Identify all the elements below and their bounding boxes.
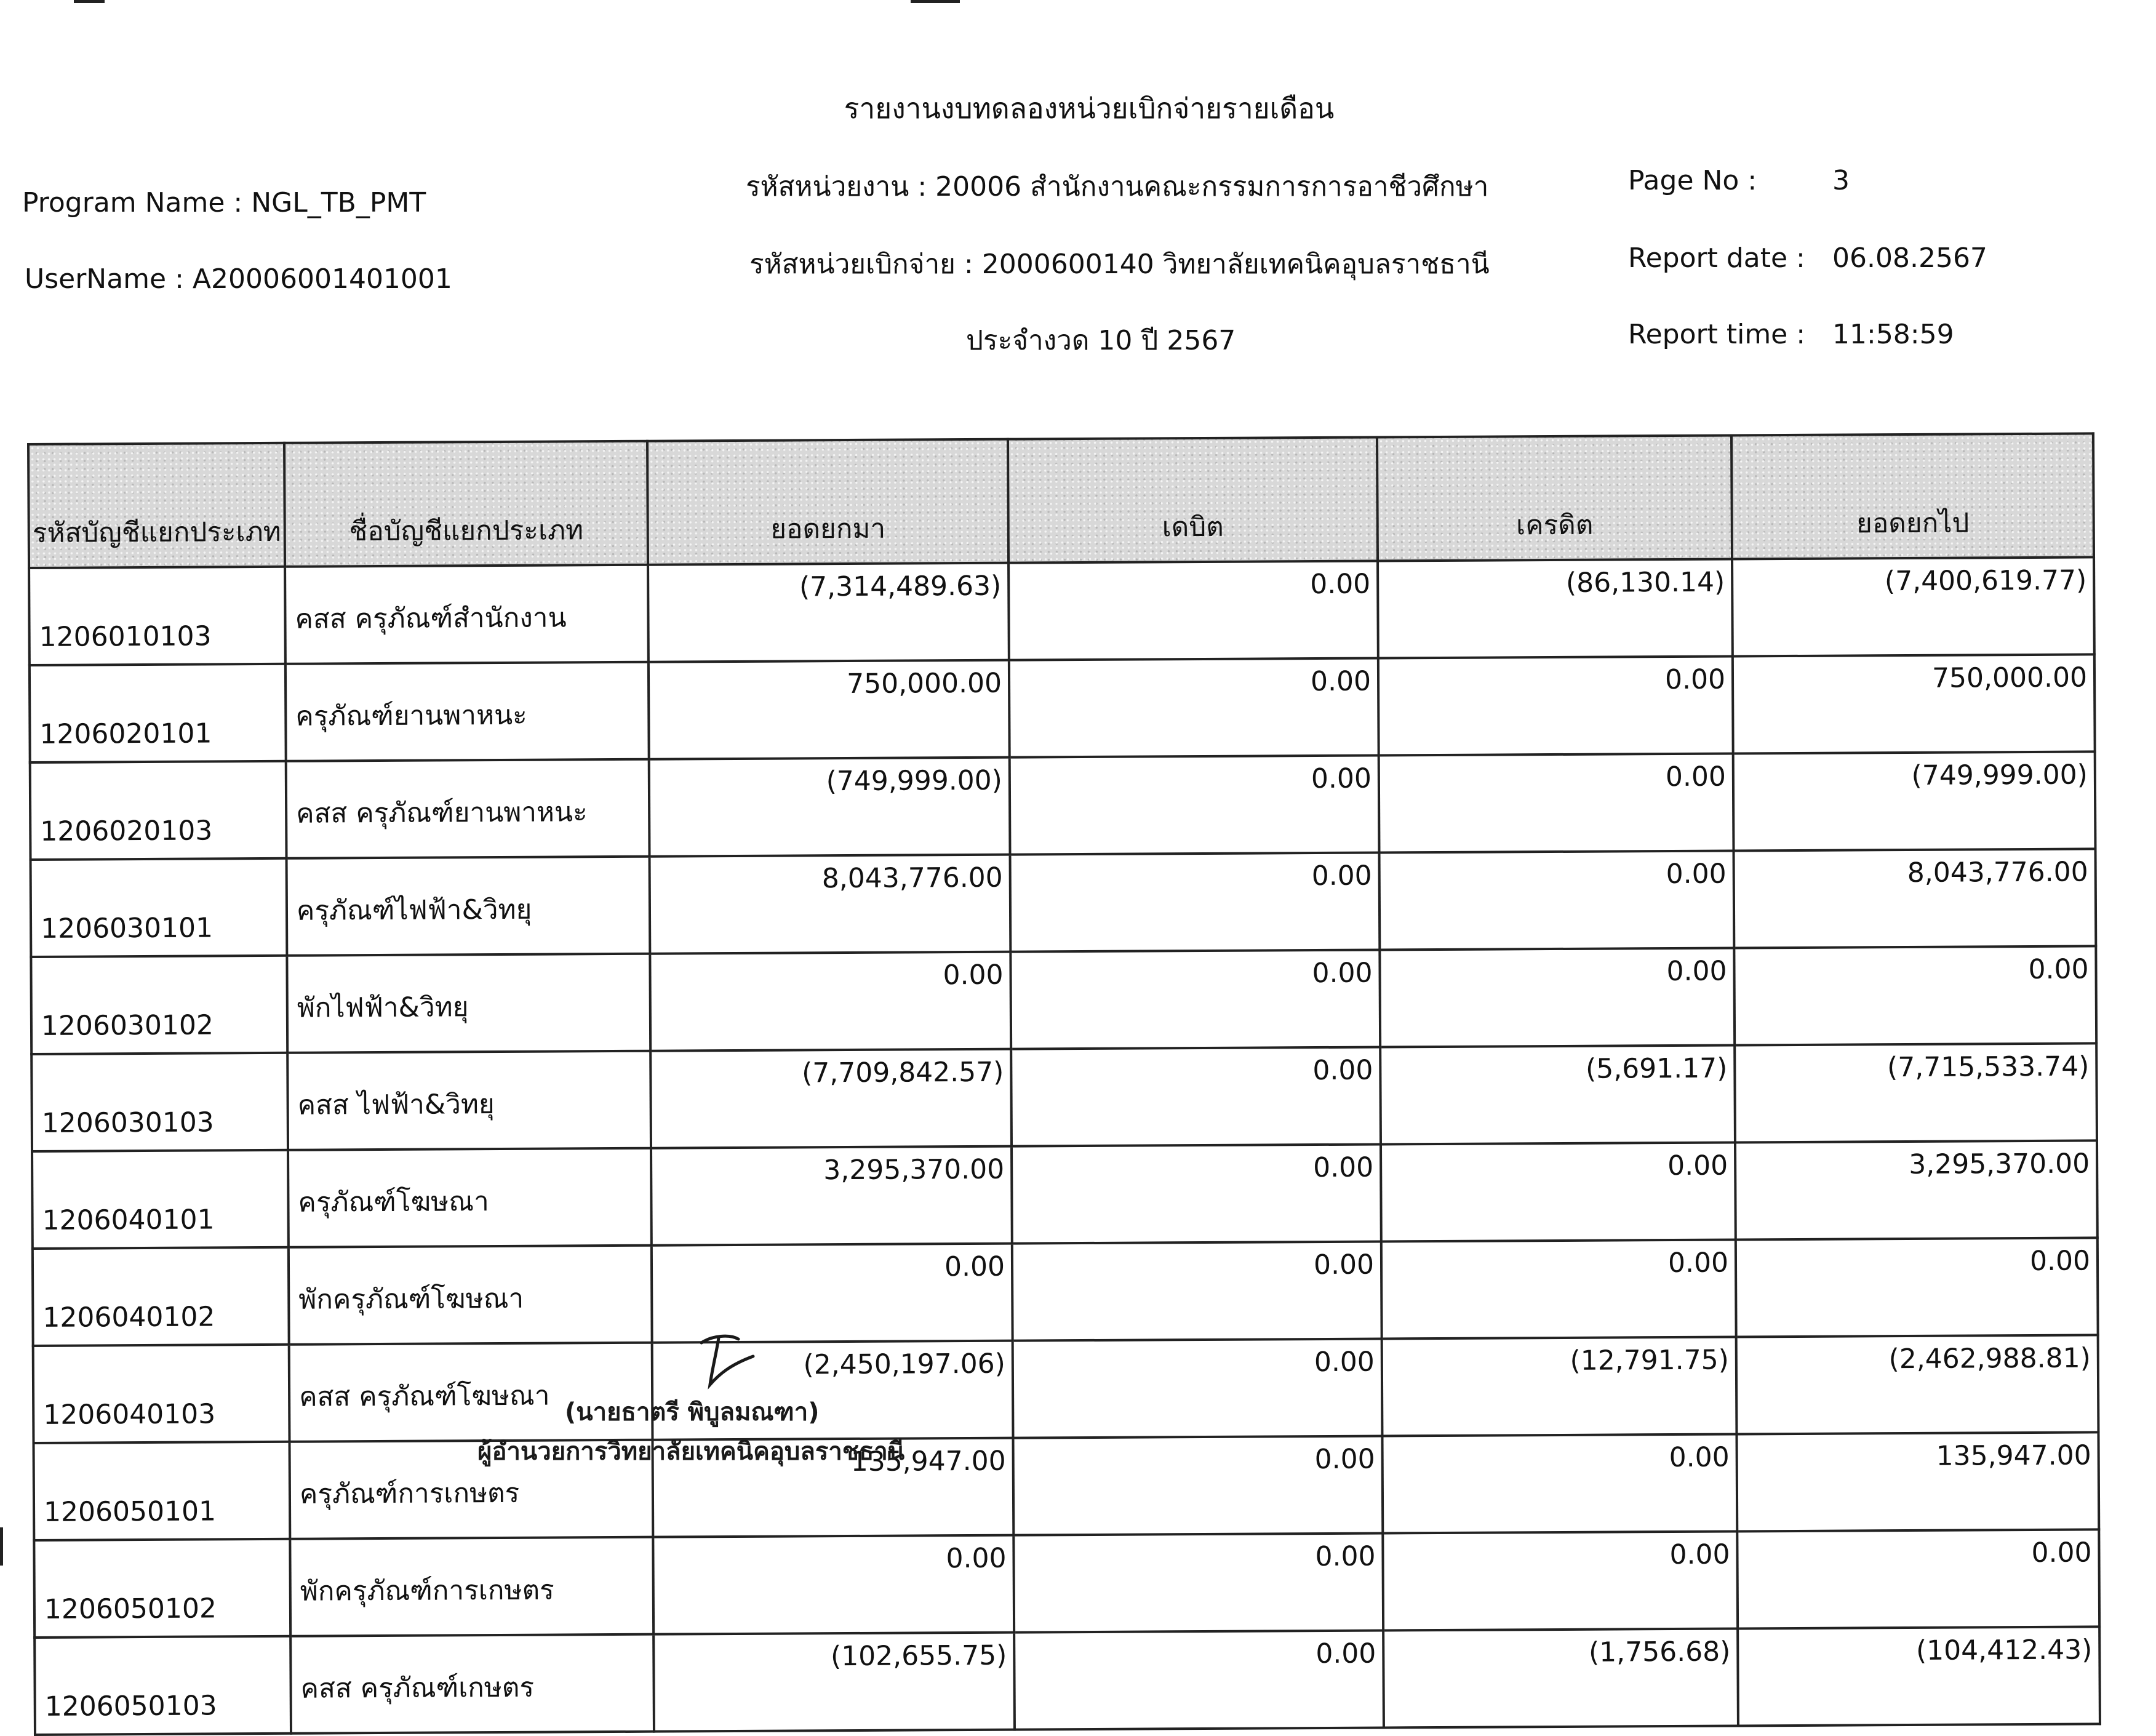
credit-cell: 0.00 [1378, 656, 1733, 755]
handwritten-signature [694, 1329, 768, 1391]
debit-cell: 0.00 [1010, 756, 1379, 855]
account-code-cell: 1206040101 [32, 1150, 289, 1249]
credit-cell: 0.00 [1379, 948, 1735, 1047]
col-header-opening-balance: ยอดยกมา [647, 439, 1008, 565]
opening-balance-cell: (749,999.00) [649, 758, 1010, 857]
table-row [33, 1335, 2099, 1443]
account-name-cell: พักครุภัณฑ์การเกษตร [290, 1537, 653, 1636]
debit-cell: 0.00 [1010, 950, 1380, 1049]
closing-balance-cell: 0.00 [1736, 1238, 2098, 1337]
closing-balance-cell: (2,462,988.81) [1736, 1335, 2099, 1434]
page-no-label: Page No : [1628, 165, 1757, 196]
table-body [29, 557, 2100, 1735]
closing-balance-cell: 0.00 [1737, 1529, 2099, 1628]
debit-cell: 0.00 [1013, 1533, 1383, 1632]
debit-cell: 0.00 [1009, 658, 1379, 758]
account-code-cell: 1206040103 [33, 1345, 290, 1443]
debit-cell: 0.00 [1012, 1241, 1382, 1340]
table-row [29, 557, 2094, 665]
closing-balance-cell: (749,999.00) [1733, 751, 2096, 850]
debit-cell: 0.00 [1010, 853, 1380, 952]
scan-edge-mark [0, 1527, 3, 1566]
table-row [31, 1043, 2097, 1151]
table-row [34, 1529, 2099, 1638]
closing-balance-cell: 3,295,370.00 [1735, 1140, 2098, 1239]
scan-edge-mark [911, 0, 960, 3]
table-row [33, 1238, 2098, 1346]
table-row [34, 1626, 2100, 1735]
credit-cell: 0.00 [1383, 1531, 1738, 1630]
credit-cell: 0.00 [1382, 1434, 1737, 1533]
report-title: รายงานงบทดลองหน่วยเบิกจ่ายรายเดือน [844, 92, 1335, 125]
signatory-name: (นายธาตรี พิบูลมณฑา) [565, 1398, 820, 1426]
debit-cell: 0.00 [1013, 1436, 1383, 1535]
opening-balance-cell: 750,000.00 [649, 660, 1010, 759]
credit-cell: 0.00 [1381, 1142, 1736, 1241]
credit-cell: 0.00 [1379, 753, 1734, 852]
report-date-label: Report date : [1628, 242, 1805, 274]
agency-line: รหัสหน่วยงาน : 20006 สำนักงานคณะกรรมการการอาชีวศึกษา [746, 171, 1489, 202]
closing-balance-cell: (7,400,619.77) [1732, 557, 2094, 656]
col-header-credit: เครดิต [1377, 435, 1732, 561]
table-row [30, 654, 2095, 762]
account-code-cell: 1206030102 [31, 956, 287, 1054]
account-name-cell: ครุภัณฑ์การเกษตร [290, 1440, 653, 1539]
table-row [31, 849, 2096, 957]
account-code-cell: 1206030101 [31, 858, 287, 957]
closing-balance-cell: 0.00 [1734, 946, 2096, 1045]
credit-cell: (86,130.14) [1378, 559, 1733, 658]
credit-cell: (5,691.17) [1380, 1045, 1735, 1144]
account-code-cell: 1206040102 [33, 1247, 289, 1346]
credit-cell: 0.00 [1379, 850, 1735, 950]
account-name-cell: คสส ครุภัณฑ์ยานพาหนะ [286, 759, 650, 858]
credit-cell: (12,791.75) [1382, 1337, 1737, 1436]
credit-cell: 0.00 [1381, 1239, 1736, 1338]
account-name-cell: คสส ครุภัณฑ์สำนักงาน [285, 565, 649, 664]
user-name: UserName : A20006001401001 [25, 263, 452, 295]
opening-balance-cell: 0.00 [653, 1535, 1014, 1634]
closing-balance-cell: (104,412.43) [1738, 1626, 2100, 1726]
account-name-cell: ครุภัณฑ์โฆษณา [288, 1148, 652, 1247]
opening-balance-cell: (7,709,842.57) [650, 1049, 1012, 1148]
account-code-cell: 1206020101 [30, 664, 286, 762]
opening-balance-cell: 3,295,370.00 [651, 1146, 1012, 1246]
col-header-debit: เดบิต [1008, 438, 1378, 563]
report-date-value: 06.08.2567 [1832, 242, 1987, 274]
table-header-row [28, 433, 2094, 568]
page-no-value: 3 [1832, 165, 1850, 196]
account-name-cell: คสส ไฟฟ้า&วิทยุ [287, 1051, 651, 1150]
col-header-account-name: ชื่อบัญชีแยกประเภท [284, 441, 648, 567]
closing-balance-cell: 750,000.00 [1733, 654, 2095, 753]
program-name: Program Name : NGL_TB_PMT [22, 187, 426, 218]
closing-balance-cell: 8,043,776.00 [1734, 849, 2096, 948]
report-time-value: 11:58:59 [1832, 319, 1954, 350]
account-name-cell: พักไฟฟ้า&วิทยุ [287, 954, 650, 1053]
opening-balance-cell: (102,655.75) [653, 1633, 1015, 1732]
account-name-cell: คสส ครุภัณฑ์โฆษณา [289, 1343, 653, 1442]
trial-balance-table [27, 432, 2101, 1736]
opening-balance-cell: 8,043,776.00 [650, 855, 1011, 954]
opening-balance-cell: (2,450,197.06) [652, 1341, 1013, 1440]
col-header-closing-balance: ยอดยกไป [1731, 433, 2094, 559]
col-header-account-code: รหัสบัญชีแยกประเภท [28, 443, 285, 568]
opening-balance-cell: (7,314,489.63) [648, 563, 1009, 662]
debit-cell: 0.00 [1013, 1338, 1383, 1438]
scan-edge-mark [74, 0, 105, 3]
account-code-cell: 1206020103 [30, 761, 287, 860]
period-line: ประจำงวด 10 ปี 2567 [966, 325, 1236, 356]
disbursing-unit-line: รหัสหน่วยเบิกจ่าย : 2000600140 วิทยาลัยเทคนิคอุบลราชธานี [749, 249, 1490, 280]
opening-balance-cell: 135,947.00 [652, 1438, 1013, 1537]
debit-cell: 0.00 [1008, 561, 1378, 660]
opening-balance-cell: 0.00 [650, 952, 1011, 1051]
table-row [32, 1140, 2098, 1249]
table-row [34, 1432, 2099, 1540]
credit-cell: (1,756.68) [1383, 1628, 1738, 1727]
account-name-cell: คสส ครุภัณฑ์เกษตร [290, 1634, 654, 1734]
debit-cell: 0.00 [1014, 1630, 1384, 1729]
account-code-cell: 1206050102 [34, 1539, 290, 1638]
closing-balance-cell: 135,947.00 [1736, 1432, 2099, 1531]
signatory-position: ผู้อำนวยการวิทยาลัยเทคนิคอุบลราชธานี [477, 1438, 905, 1466]
account-code-cell: 1206050101 [34, 1442, 290, 1540]
closing-balance-cell: (7,715,533.74) [1735, 1043, 2097, 1142]
account-code-cell: 1206010103 [29, 567, 285, 665]
account-code-cell: 1206030103 [31, 1053, 288, 1151]
account-name-cell: พักครุภัณฑ์โฆษณา [289, 1246, 652, 1345]
account-name-cell: ครุภัณฑ์ยานพาหนะ [285, 662, 649, 761]
opening-balance-cell: 0.00 [652, 1244, 1013, 1343]
report-time-label: Report time : [1628, 319, 1806, 350]
account-code-cell: 1206050103 [34, 1636, 291, 1735]
account-name-cell: ครุภัณฑ์ไฟฟ้า&วิทยุ [287, 857, 650, 956]
table-row [31, 946, 2096, 1054]
debit-cell: 0.00 [1012, 1144, 1381, 1243]
table-row [30, 751, 2096, 860]
debit-cell: 0.00 [1011, 1047, 1381, 1146]
